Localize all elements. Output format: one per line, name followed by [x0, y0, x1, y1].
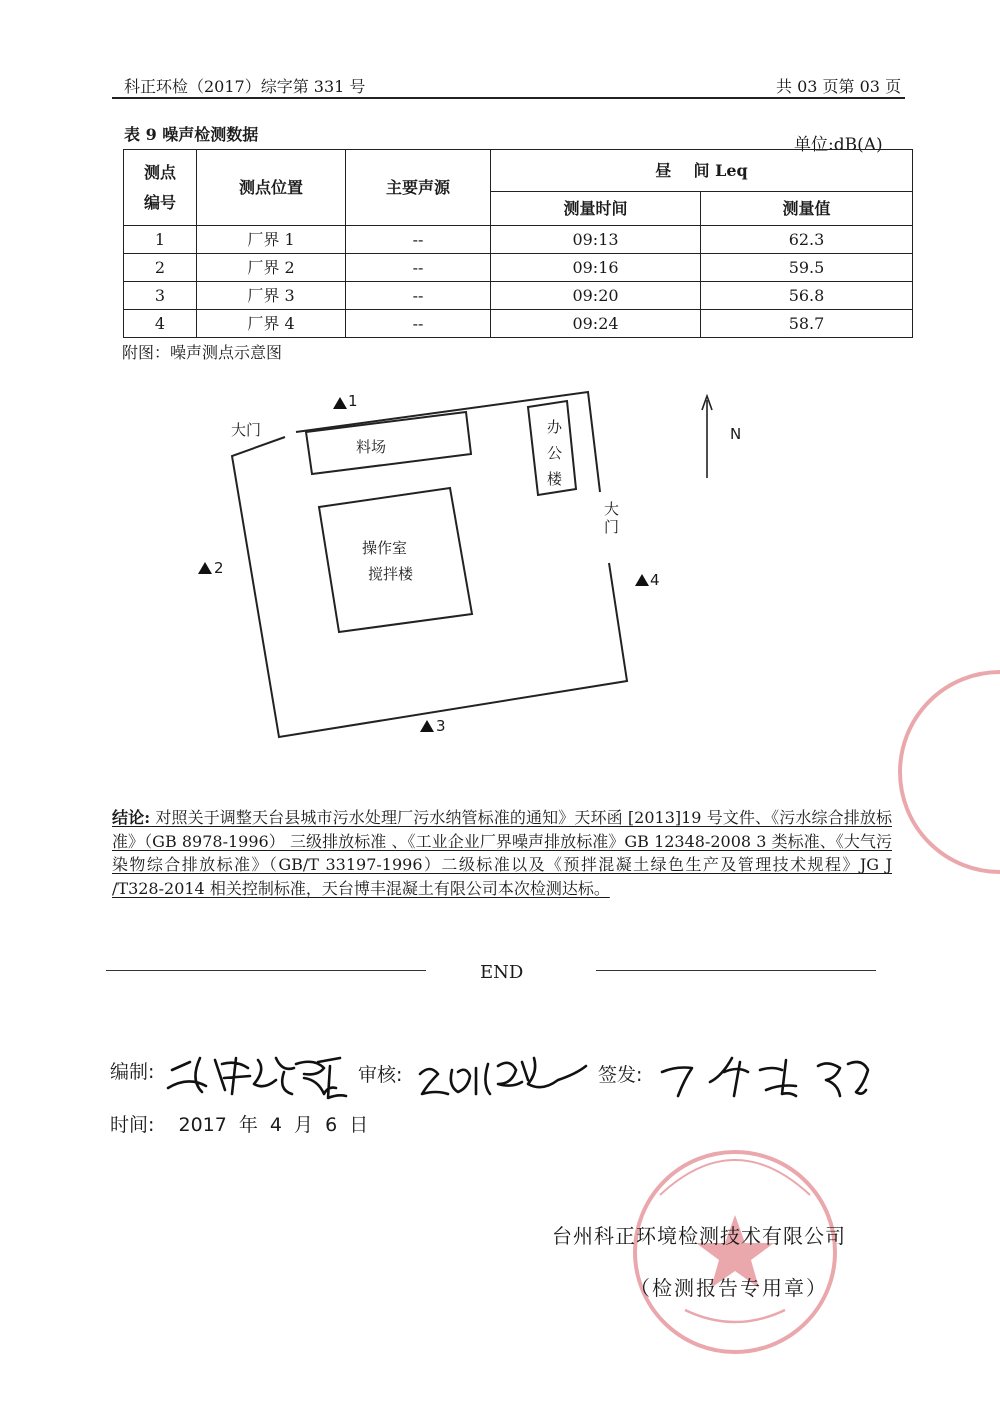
cell-value: 59.5: [701, 254, 913, 282]
cell-source: --: [346, 282, 491, 310]
company-name: 台州科正环境检测技术有限公司: [552, 1224, 846, 1248]
header-time: 测量时间: [491, 192, 701, 226]
cell-time: 09:24: [491, 310, 701, 338]
seal-note: （检测报告专用章）: [630, 1276, 828, 1300]
conclusion-label: 结论:: [112, 808, 151, 827]
end-mark: END: [480, 962, 524, 983]
diagram-caption: 附图：噪声测点示意图: [122, 343, 283, 362]
cell-value: 58.7: [701, 310, 913, 338]
header-point-no-line2: 编号: [143, 192, 176, 212]
seal-ring-top: [900, 672, 1000, 872]
office-label-3: 楼: [547, 470, 563, 488]
cell-value: 62.3: [701, 226, 913, 254]
yard-label: 料场: [356, 438, 387, 456]
gate-right-label-2: 门: [604, 518, 620, 536]
seal-lower-arc: [685, 1310, 785, 1322]
cell-time: 09:13: [491, 226, 701, 254]
header-location: 测点位置: [197, 150, 346, 226]
cell-no: 1: [124, 226, 197, 254]
room-label-1: 操作室: [362, 539, 408, 557]
cell-time: 09:20: [491, 282, 701, 310]
cell-source: --: [346, 226, 491, 254]
cell-value: 56.8: [701, 282, 913, 310]
point-2-label: 2: [214, 559, 224, 577]
header-daytime-leq: 昼 间 Leq: [491, 150, 913, 192]
cell-source: --: [346, 310, 491, 338]
cell-no: 3: [124, 282, 197, 310]
north-label: N: [730, 425, 742, 443]
header-value: 测量值: [701, 192, 913, 226]
gate-left-label: 大门: [231, 421, 262, 439]
reviewed-label: 审核:: [358, 1064, 403, 1086]
report-number: 科正环检（2017）综字第 331 号: [124, 77, 366, 96]
cell-time: 09:16: [491, 254, 701, 282]
point-3-label: 3: [436, 717, 446, 735]
office-label-1: 办: [547, 418, 563, 436]
header-source: 主要声源: [346, 150, 491, 226]
room-label-2: 搅拌楼: [368, 565, 414, 583]
gate-right-label-1: 大: [604, 500, 620, 518]
point-1-label: 1: [348, 392, 358, 410]
cell-source: --: [346, 254, 491, 282]
cell-no: 4: [124, 310, 197, 338]
cell-location: 厂界 4: [197, 310, 346, 338]
page-info: 共 03 页第 03 页: [776, 77, 902, 96]
cell-location: 厂界 3: [197, 282, 346, 310]
cell-location: 厂界 1: [197, 226, 346, 254]
compiled-label: 编制:: [110, 1061, 155, 1083]
issue-date: 时间: 2017 年 4 月 6 日: [110, 1114, 369, 1136]
conclusion-text: 对照关于调整天台县城市污水处理厂污水纳管标准的通知》天环函 [2013]19 号文件、《污水综合排放标准》（GB 8978-1996） 三级排放标准 、《工业企业厂界噪声排放标准》GB 12348-2008 3 类标准、《大气污染物综合排放标准》（GB/T 33197-1996）二级标准以及《预拌混凝土绿色生产及管理技术规程》JG J /T328-2014 相关控制标准，天台博丰混凝土有限公司本次检测达标。: [112, 808, 892, 898]
table-title: 表 9 噪声检测数据: [124, 125, 259, 144]
approved-label: 签发:: [598, 1064, 643, 1086]
cell-location: 厂界 2: [197, 254, 346, 282]
header-point-no-line1: 测点: [143, 163, 176, 183]
point-4-label: 4: [650, 571, 660, 589]
office-label-2: 公: [547, 444, 563, 462]
table-unit: 单位:dB(A): [794, 135, 883, 155]
cell-no: 2: [124, 254, 197, 282]
